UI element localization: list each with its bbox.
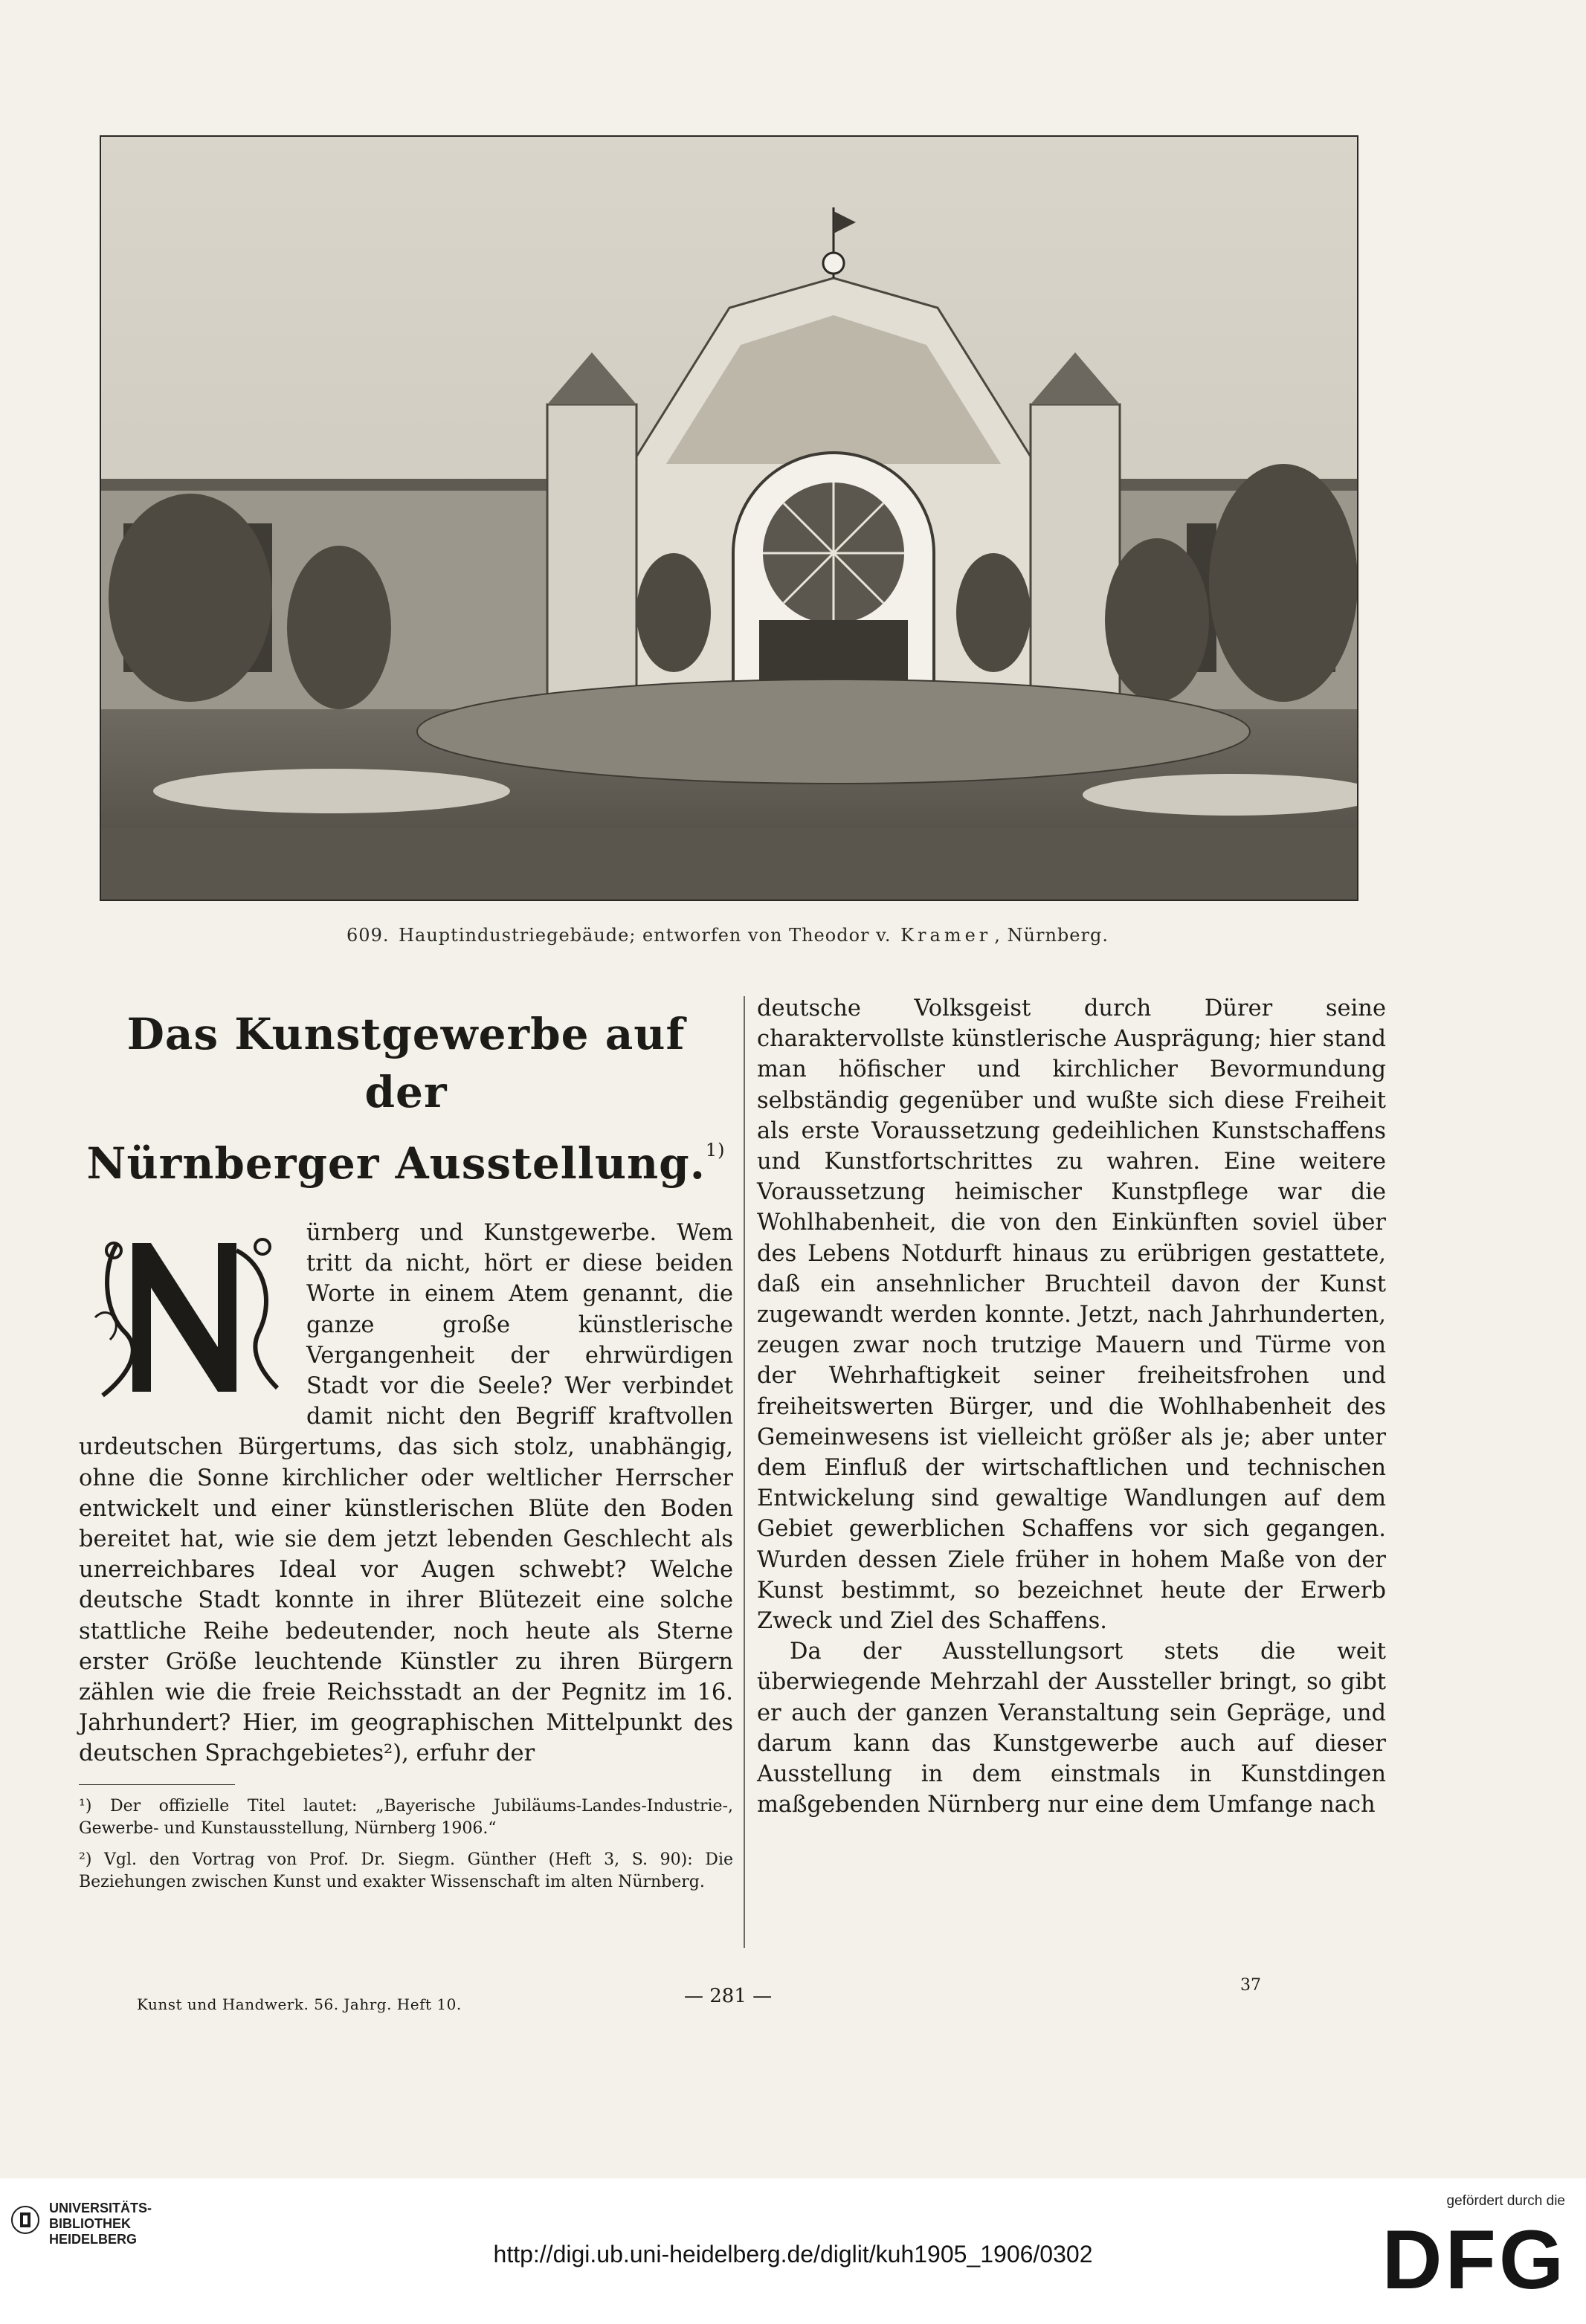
left-paragraph-1: ürnberg und Kunstgewerbe. Wem tritt da nicht, hört er diese beiden Worte in einem Atem genannt, die ganze große künstlerische Vergangenheit der ehrwürdigen Stadt vor die Seele? Wer verbindet damit nicht den Begriff kraftvollen urdeutschen Bürgertums, das sich stolz, unabhängig, ohne die Sonne kirchlicher oder weltlicher Herrscher entwickelt und einer künstlerischen Blüte den Boden bereitet hat, wie sie dem jetzt lebenden Geschlecht als unerreichbares Ideal vor Augen schwebt? Welche deutsche Stadt konnte in ihrer Blütezeit eine solche stattliche Reihe bedeutender, noch heute als Sterne erster Größe leuchtende Künstler zu ihren Bürgern zählen wie die freie Reichsstadt an der Pegnitz im 16. Jahrhundert? Hier, im geographischen Mittelpunkt des deutschen Sprachgebietes²), erfuhr der xyxy=(79,1220,733,1767)
footnote-1: ¹) Der offizielle Titel lautet: „Bayerische Jubiläums-Landes-Industrie-, Gewerbe- und Kunstausstellung, Nürnberg 1906.“ xyxy=(79,1796,733,1838)
article-title xyxy=(79,1005,733,1192)
running-title: Kunst und Handwerk. 56. Jahrg. Heft 10. xyxy=(137,1995,462,2013)
funding-text: gefördert durch die xyxy=(1446,2193,1565,2209)
title-line-1: Das Kunstgewerbe auf der xyxy=(126,1009,686,1117)
exhibition-building-photograph xyxy=(100,135,1358,901)
caption-city: , Nürnberg. xyxy=(994,925,1109,946)
ornamental-initial-n-icon xyxy=(88,1221,288,1407)
signature-mark: 37 xyxy=(1240,1976,1261,1995)
figure-caption xyxy=(100,925,1355,946)
right-paragraph-2: Da der Ausstellungsort stets die weit überwiegende Mehrzahl der Aussteller bringt, so gibt er auch der ganzen Veranstaltung sein Gepräge, und darum kann das Kunstgewerbe auch auf dieser Ausstellung in dem einstmals in Kunstdingen maßgebenden Nürnberg nur eine dem Umfange nach xyxy=(757,1639,1386,1818)
permalink-url[interactable]: http://digi.ub.uni-heidelberg.de/diglit/kuh1905_1906/0302 xyxy=(493,2241,1093,2267)
library-name-line-2: BIBLIOTHEK xyxy=(49,2216,131,2231)
right-paragraph-1: deutsche Volksgeist durch Dürer seine charaktervollste künstlerische Ausprägung; hier stand man höfischer und kirchlicher Bevormundung selbständig gegenüber und wußte sich diese Freiheit als erste Voraussetzung gedeihlichen Kunstschaffens und Kunstfortschrittes zu wahren. Eine weitere Voraussetzung heimischer Kunstpflege war die Wohlhabenheit, die von den Einkünften soviel über des Lebens Notdurft hinaus zu erübrigen gestattete, daß ein ansehnlicher Bruchteil davon der Kunst zugewandt werden konnte. Jetzt, nach Jahrhunderten, zeugen zwar noch trutzige Mauern und Türme von der Wehrhaftigkeit seiner freiheitsfrohen und freiheitswerten Bürger, und die Wohlhabenheit des Gemeinwesens ist vielleicht größer als je; aber unter dem Einfluß der wirtschaftlichen und technischen Entwickelung sind gewaltige Wandlungen auf dem Gebiet gewerblichen Schaffens vor sich gegangen. Wurden dessen Ziele früher in hohem Maße von der Kunst bestimmt, so bezeichnet heute der Erwerb Zweck und Ziel des Schaffens. xyxy=(757,995,1386,1635)
footnote-2: ²) Vgl. den Vortrag von Prof. Dr. Siegm. Günther (Heft 3, S. 90): Die Beziehungen zwischen Kunst und exakter Wissenschaft im alten Nürnberg. xyxy=(79,1850,733,1891)
page-number: — 281 — xyxy=(684,1985,773,2007)
caption-text: Hauptindustriegebäude; entworfen von Theodor v. xyxy=(399,925,892,946)
building-illustration xyxy=(101,137,1357,900)
right-column xyxy=(757,993,1386,1820)
caption-architect: Kramer xyxy=(900,925,992,946)
library-name-line-3: HEIDELBERG xyxy=(49,2232,138,2247)
title-line-2: Nürnberger Ausstellung. xyxy=(86,1138,706,1189)
library-footer-bar xyxy=(0,2178,1586,2324)
dfg-logo: DFG xyxy=(1382,2213,1567,2306)
footnote-divider xyxy=(79,1784,235,1785)
column-divider xyxy=(744,996,745,1948)
left-column xyxy=(79,1005,733,1902)
figure-number: 609. xyxy=(346,925,390,946)
title-footnote-marker: 1) xyxy=(705,1140,726,1161)
university-seal-icon xyxy=(10,2205,40,2235)
library-name-line-1: UNIVERSITÄTS- xyxy=(49,2201,152,2215)
